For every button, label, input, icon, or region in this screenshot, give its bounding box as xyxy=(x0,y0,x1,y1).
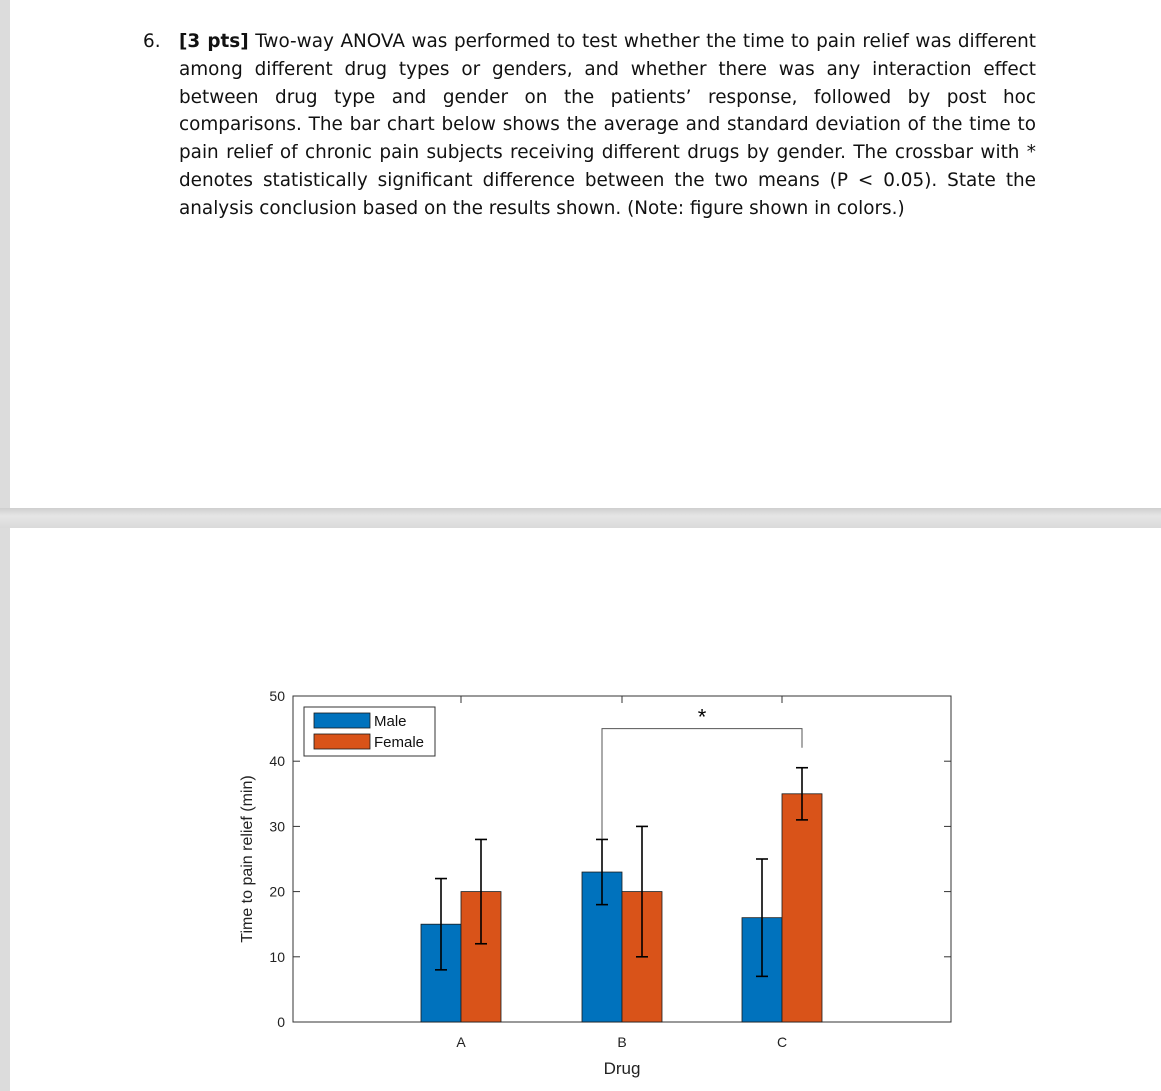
bar-female-c xyxy=(782,794,822,1022)
y-tick-label: 0 xyxy=(277,1014,285,1030)
x-axis-label: Drug xyxy=(603,1059,641,1078)
x-tick-label-b: B xyxy=(617,1034,627,1050)
x-tick-label-a: A xyxy=(456,1034,466,1050)
question-number: 6. xyxy=(143,31,161,52)
legend-label-female: Female xyxy=(374,734,425,751)
y-axis-label: Time to pain relief (min) xyxy=(239,775,256,943)
significance-star: * xyxy=(697,704,707,730)
y-tick-label: 10 xyxy=(269,948,285,965)
legend-label-male: Male xyxy=(374,713,407,730)
legend-swatch-female xyxy=(314,734,370,749)
y-tick-label: 30 xyxy=(269,818,285,835)
legend xyxy=(304,707,435,756)
x-tick-label-c: C xyxy=(776,1034,788,1050)
question-text: Two-way ANOVA was performed to test whether the time to pain relief was different among different drug types or genders, and whether there was any interaction effect between drug type and gender on the patients’ response, followed by post hoc comparisons. The bar chart below shows the average and standard deviation of the time to pain relief of chronic pain subjects receiving different drugs by gender. The crossbar with * denotes statistically significant difference between the two means (P < 0.05). State the analysis conclusion based on the results shown. (Note: figure shown in colors.) xyxy=(179,31,1036,219)
y-tick-label: 50 xyxy=(269,688,285,704)
question-points: [3 pts] xyxy=(179,31,249,52)
legend-swatch-male xyxy=(314,713,370,728)
y-tick-label: 40 xyxy=(269,753,285,770)
y-tick-label: 20 xyxy=(269,883,285,900)
